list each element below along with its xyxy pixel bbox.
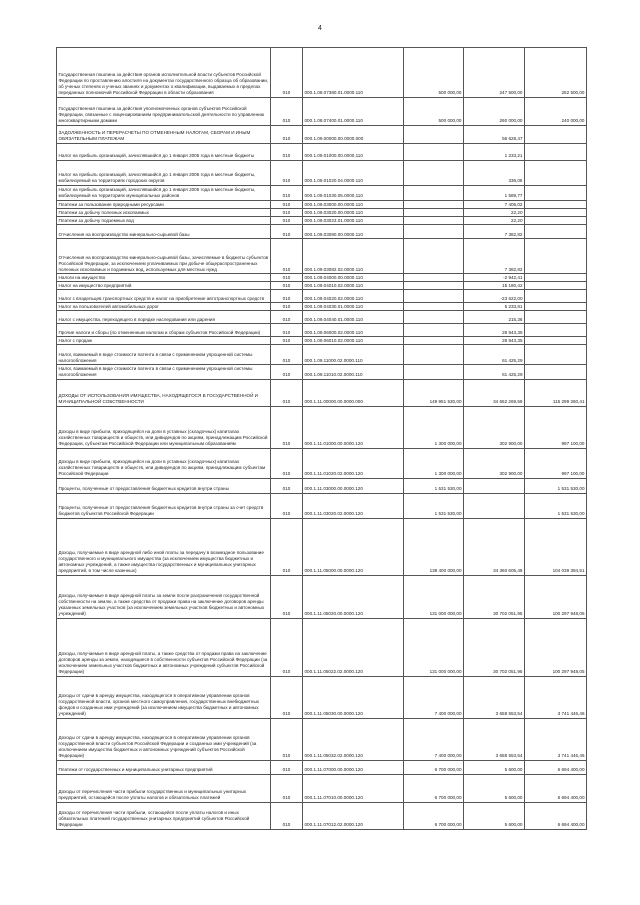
executed-cell: 336,06 [464,161,525,186]
executed-cell: 5 600,00 [464,774,525,802]
budget-code-cell: 000.1.09.03000.00.0000.110 [303,201,404,209]
unexecuted-cell: 252 500,00 [525,48,587,98]
unexecuted-cell [525,345,587,365]
table-row [57,324,587,337]
unexecuted-cell: 6 694 400,00 [525,760,587,774]
line-code-cell: 010 [271,282,303,290]
budget-code-cell: 000.1.09.04010.02.0000.110 [303,282,404,290]
approved-plan-cell: 131 000 000,00 [404,618,464,676]
approved-plan-cell [404,274,464,282]
unexecuted-cell [525,365,587,379]
table-row [57,478,587,493]
line-code-cell: 010 [271,802,303,829]
table-row [57,311,587,324]
budget-code-cell: 000.1.09.03020.00.0000.110 [303,209,404,217]
income-name-cell: ЗАДОЛЖЕННОСТЬ И ПЕРЕРАСЧЕТЫ ПО ОТМЕНЕННЫМ НАЛОГАМ, СБОРАМ И ИНЫМ ОБЯЗАТЕЛЬНЫМ ПЛАТЕЖАМ [57,126,271,144]
budget-code-cell: 000.1.11.03020.02.0000.120 [303,493,404,518]
line-code-cell: 010 [271,144,303,161]
approved-plan-cell: 500 000,00 [404,98,464,126]
table-row [57,575,587,618]
income-name-cell: Доходы от сдачи в аренду имущества, находящегося в оперативном управлении органов государственной власти субъектов Российской Федерации и созданных ими учреждений (за исключением имущества бюджетных и автономных учреждений субъектов Российской Федерации) [57,718,271,760]
line-code-cell: 010 [271,760,303,774]
income-name-cell: Налог с владельцев транспортных средств и налог на приобретение автотранспортных средств [57,290,271,303]
income-name-cell: Прочие налоги и сборы (по отмененным налогам и сборам субъектов Российской Федерации) [57,324,271,337]
income-name-cell: Государственная пошлина за действия органов исполнительной власти субъектов Российской Федерации по проставлению апостиля на документах государственного образца об образовании, об ученых степенях и ученых званиях и документах о квалификации, выдаваемых в пределах переданных полномочий Российской Федерации в области образования [57,48,271,98]
unexecuted-cell: 6 694 400,00 [525,774,587,802]
line-code-cell: 010 [271,324,303,337]
approved-plan-cell [404,217,464,225]
approved-plan-cell: 6 700 000,00 [404,774,464,802]
income-name-cell: ДОХОДЫ ОТ ИСПОЛЬЗОВАНИЯ ИМУЩЕСТВА, НАХОДЯЩЕГОСЯ В ГОСУДАРСТВЕННОЙ И МУНИЦИПАЛЬНОЙ СОБСТВЕННОСТИ [57,379,271,406]
executed-cell: 22,20 [464,217,525,225]
line-code-cell: 010 [271,186,303,201]
approved-plan-cell: 1 300 000,00 [404,448,464,478]
budget-code-cell: 000.1.11.00000.00.0000.000 [303,379,404,406]
income-name-cell: Платежи за пользование природными ресурсами [57,201,271,209]
budget-code-cell: 000.1.08.07400.01.0000.110 [303,98,404,126]
executed-cell: 260 000,00 [464,98,525,126]
approved-plan-cell: 149 951 530,00 [404,379,464,406]
unexecuted-cell: 100 297 948,05 [525,575,587,618]
line-code-cell: 010 [271,217,303,225]
income-name-cell: Доходы от перечисления части прибыли, остающейся после уплаты налогов и иных обязательных платежей государственных унитарных предприятий субъектов Российской Федерации [57,802,271,829]
budget-code-cell: 000.1.09.11010.02.0000.110 [303,365,404,379]
line-code-cell: 010 [271,337,303,345]
executed-cell: 7 382,82 [464,225,525,239]
income-name-cell: Налог на имущество предприятий [57,282,271,290]
budget-code-cell: 000.1.09.06010.02.0000.110 [303,337,404,345]
unexecuted-cell: 997 100,00 [525,448,587,478]
budget-code-cell: 000.1.11.01020.02.0000.120 [303,448,404,478]
budget-code-cell: 000.1.11.07010.00.0000.120 [303,774,404,802]
line-code-cell: 010 [271,225,303,239]
income-name-cell: Налог с имущества, переходящего в порядке наследования или дарения [57,311,271,324]
line-code-cell: 010 [271,774,303,802]
executed-cell: 30 702 051,95 [464,618,525,676]
approved-plan-cell: 500 000,00 [404,48,464,98]
approved-plan-cell: 131 000 000,00 [404,575,464,618]
executed-cell: 247 500,00 [464,48,525,98]
executed-cell: 61 425,29 [464,345,525,365]
table-row [57,239,587,274]
budget-code-cell: 000.1.09.03023.01.0000.110 [303,217,404,225]
unexecuted-cell: 104 039 394,51 [525,518,587,575]
table-row [57,186,587,201]
line-code-cell: 010 [271,239,303,274]
executed-cell: 215,36 [464,311,525,324]
approved-plan-cell [404,311,464,324]
approved-plan-cell [404,126,464,144]
income-name-cell: Налоги на имущество [57,274,271,282]
approved-plan-cell: 1 531 530,00 [404,478,464,493]
report-table-body [57,48,587,830]
approved-plan-cell [404,290,464,303]
unexecuted-cell: 240 000,00 [525,98,587,126]
budget-code-cell: 000.1.09.11000.02.0000.110 [303,345,404,365]
executed-cell: 5 600,00 [464,760,525,774]
table-row [57,48,587,98]
income-name-cell: Платежи за добычу подземных вод [57,217,271,225]
budget-code-cell: 000.1.11.05000.00.0000.120 [303,518,404,575]
unexecuted-cell: 1 531 530,00 [525,493,587,518]
income-name-cell: Платежи от государственных и муниципальных унитарных предприятий [57,760,271,774]
table-row [57,161,587,186]
approved-plan-cell: 7 400 000,00 [404,676,464,718]
table-row [57,406,587,448]
approved-plan-cell [404,345,464,365]
budget-code-cell: 000.1.11.05020.00.0000.120 [303,575,404,618]
table-row [57,345,587,365]
unexecuted-cell [525,225,587,239]
budget-code-cell: 000.1.11.05032.02.0000.120 [303,718,404,760]
executed-cell: 28 843,35 [464,337,525,345]
budget-code-cell: 000.1.11.07000.00.0000.120 [303,760,404,774]
table-row [57,126,587,144]
income-name-cell: Проценты, полученные от предоставления бюджетных кредитов внутри страны [57,478,271,493]
line-code-cell: 010 [271,290,303,303]
executed-cell: 61 425,29 [464,365,525,379]
unexecuted-cell [525,274,587,282]
income-name-cell: Налог с продаж [57,337,271,345]
budget-code-cell: 000.1.11.07012.02.0000.120 [303,802,404,829]
unexecuted-cell: 1 531 530,00 [525,478,587,493]
approved-plan-cell [404,201,464,209]
unexecuted-cell [525,239,587,274]
income-name-cell: Платежи за добычу полезных ископаемых [57,209,271,217]
unexecuted-cell: 6 694 400,00 [525,802,587,829]
executed-cell: 7 405,02 [464,201,525,209]
income-name-cell: Налог на пользователей автомобильных дорог [57,303,271,311]
unexecuted-cell [525,324,587,337]
approved-plan-cell [404,144,464,161]
approved-plan-cell: 1 531 530,00 [404,493,464,518]
budget-code-cell: 000.1.09.04030.01.0000.110 [303,303,404,311]
executed-cell: 1 589,77 [464,186,525,201]
line-code-cell: 010 [271,201,303,209]
executed-cell: 34 652 269,59 [464,379,525,406]
approved-plan-cell [404,365,464,379]
line-code-cell: 010 [271,365,303,379]
executed-cell: -23 622,00 [464,290,525,303]
line-code-cell: 010 [271,98,303,126]
unexecuted-cell [525,290,587,303]
unexecuted-cell [525,217,587,225]
table-row [57,225,587,239]
page-number: 4 [318,25,322,32]
approved-plan-cell: 6 700 000,00 [404,802,464,829]
budget-code-cell: 000.1.11.01000.00.0000.120 [303,406,404,448]
budget-code-cell: 000.1.09.06000.02.0000.110 [303,324,404,337]
executed-cell: 30 702 051,95 [464,575,525,618]
table-row [57,448,587,478]
line-code-cell: 010 [271,311,303,324]
income-report-table [56,47,587,830]
table-row [57,618,587,676]
income-name-cell: Отчисления на воспроизводство минерально-сырьевой базы, зачисляемые в бюджеты субъектов Российской Федерации, за исключением уплачиваемых при добыче общераспространенных полезных ископаемых и подземных вод, используемых для местных нужд [57,239,271,274]
budget-code-cell: 000.1.11.05030.00.0000.120 [303,676,404,718]
income-name-cell: Государственная пошлина за действия уполномоченных органов субъектов Российской Федерации, связанные с лицензированием предпринимательской деятельности по управлению многоквартирными домами [57,98,271,126]
table-row [57,518,587,575]
budget-code-cell: 000.1.11.05022.02.0000.120 [303,618,404,676]
unexecuted-cell [525,144,587,161]
table-row [57,774,587,802]
budget-code-cell: 000.1.11.03000.00.0000.120 [303,478,404,493]
line-code-cell: 010 [271,518,303,575]
unexecuted-cell [525,303,587,311]
table-row [57,209,587,217]
approved-plan-cell [404,209,464,217]
unexecuted-cell [525,126,587,144]
table-row [57,144,587,161]
executed-cell [464,478,525,493]
line-code-cell: 010 [271,209,303,217]
line-code-cell: 010 [271,379,303,406]
unexecuted-cell [525,282,587,290]
line-code-cell: 010 [271,478,303,493]
line-code-cell: 010 [271,493,303,518]
executed-cell: 5 600,00 [464,802,525,829]
executed-cell: 5 233,81 [464,303,525,311]
executed-cell [464,493,525,518]
line-code-cell: 010 [271,575,303,618]
approved-plan-cell [404,239,464,274]
approved-plan-cell [404,225,464,239]
unexecuted-cell [525,209,587,217]
executed-cell: 28 843,35 [464,324,525,337]
line-code-cell: 010 [271,718,303,760]
income-name-cell: Проценты, полученные от предоставления бюджетных кредитов внутри страны за счет средств бюджетов субъектов Российской Федерации [57,493,271,518]
approved-plan-cell [404,324,464,337]
income-name-cell: Доходы в виде прибыли, приходящейся на доли в уставных (складочных) капиталах хозяйственных товариществ и обществ, или дивидендов по акциям, принадлежащим Российской Федерации, субъектам Российской Федерации или муниципальным образованиям [57,406,271,448]
line-code-cell: 010 [271,448,303,478]
income-name-cell: Доходы в виде прибыли, приходящейся на доли в уставных (складочных) капиталах хозяйственных товариществ и обществ, или дивидендов по акциям, принадлежащим субъектам Российской Федерации [57,448,271,478]
table-row [57,290,587,303]
unexecuted-cell: 100 297 948,05 [525,618,587,676]
table-row [57,217,587,225]
income-name-cell: Отчисления на воспроизводство минерально-сырьевой базы [57,225,271,239]
table-row [57,282,587,290]
unexecuted-cell: 3 741 446,46 [525,676,587,718]
budget-code-cell: 000.1.09.03080.00.0000.110 [303,225,404,239]
budget-code-cell: 000.1.09.01020.04.0000.110 [303,161,404,186]
unexecuted-cell: 115 299 260,41 [525,379,587,406]
table-row [57,676,587,718]
table-row [57,337,587,345]
line-code-cell: 010 [271,303,303,311]
income-name-cell: Налог, взимаемый в виде стоимости патента в связи с применением упрощенной системы налогообложения [57,345,271,365]
approved-plan-cell: 7 400 000,00 [404,718,464,760]
unexecuted-cell: 3 741 446,46 [525,718,587,760]
table-row [57,379,587,406]
table-row [57,760,587,774]
approved-plan-cell: 1 300 000,00 [404,406,464,448]
unexecuted-cell [525,201,587,209]
executed-cell: 7 382,82 [464,239,525,274]
executed-cell: 15 180,42 [464,282,525,290]
approved-plan-cell: 138 400 000,00 [404,518,464,575]
line-code-cell: 010 [271,48,303,98]
line-code-cell: 010 [271,161,303,186]
approved-plan-cell [404,337,464,345]
income-name-cell: Доходы, получаемые в виде арендной платы, а также средства от продажи права на заключение договоров аренды за земли, находящиеся в собственности субъектов Российской Федерации (за исключением земельных участков бюджетных и автономных учреждений субъектов Российской Федерации) [57,618,271,676]
approved-plan-cell [404,161,464,186]
budget-code-cell: 000.1.09.04020.02.0000.110 [303,290,404,303]
budget-code-cell: 000.1.09.04040.01.0000.110 [303,311,404,324]
executed-cell: 3 658 553,54 [464,676,525,718]
table-row [57,802,587,829]
table-row [57,274,587,282]
executed-cell: 34 360 605,49 [464,518,525,575]
budget-code-cell: 000.1.09.01000.00.0000.110 [303,144,404,161]
income-name-cell: Налог на прибыль организаций, зачислявшийся до 1 января 2005 года в местные бюджеты [57,144,271,161]
executed-cell: 56 628,47 [464,126,525,144]
line-code-cell: 010 [271,618,303,676]
budget-code-cell: 000.1.09.04000.00.0000.110 [303,274,404,282]
approved-plan-cell [404,303,464,311]
budget-code-cell: 000.1.08.07380.01.0000.110 [303,48,404,98]
executed-cell: -2 942,41 [464,274,525,282]
table-row [57,718,587,760]
unexecuted-cell [525,311,587,324]
executed-cell: 22,20 [464,209,525,217]
table-row [57,201,587,209]
line-code-cell: 010 [271,126,303,144]
executed-cell: 302 900,00 [464,448,525,478]
unexecuted-cell [525,186,587,201]
income-name-cell: Доходы, получаемые в виде арендной либо иной платы за передачу в возмездное пользование государственного и муниципального имущества (за исключением имущества бюджетных и автономных учреждений, а также имущества государственных и муниципальных унитарных предприятий, в том числе казенных) [57,518,271,575]
table-row [57,303,587,311]
budget-code-cell: 000.1.09.03082.02.0000.110 [303,239,404,274]
income-name-cell: Доходы от перечисления части прибыли государственных и муниципальных унитарных предприятий, остающейся после уплаты налогов и обязательных платежей [57,774,271,802]
unexecuted-cell [525,337,587,345]
line-code-cell: 010 [271,406,303,448]
budget-code-cell: 000.1.09.01030.05.0000.110 [303,186,404,201]
table-row [57,493,587,518]
executed-cell: 302 900,00 [464,406,525,448]
line-code-cell: 010 [271,274,303,282]
approved-plan-cell: 6 700 000,00 [404,760,464,774]
line-code-cell: 010 [271,345,303,365]
approved-plan-cell [404,282,464,290]
unexecuted-cell: 997 100,00 [525,406,587,448]
unexecuted-cell [525,161,587,186]
executed-cell: 1 233,21 [464,144,525,161]
income-name-cell: Налог, взимаемый в виде стоимости патента в связи с применением упрощенной системы налогообложения [57,365,271,379]
table-row [57,365,587,379]
approved-plan-cell [404,186,464,201]
line-code-cell: 010 [271,676,303,718]
income-name-cell: Налог на прибыль организаций, зачислявшийся до 1 января 2005 года в местные бюджеты, мобилизуемый на территориях городских округов [57,161,271,186]
executed-cell: 3 658 553,54 [464,718,525,760]
income-name-cell: Доходы, получаемые в виде арендной платы за земли после разграничения государственной собственности на землю, а также средства от продажи права на заключение договоров аренды указанных земельных участков (за исключением земельных участков бюджетных и автономных учреждений) [57,575,271,618]
budget-code-cell: 000.1.09.00000.00.0000.000 [303,126,404,144]
income-name-cell: Налог на прибыль организаций, зачислявшийся до 1 января 2005 года в местные бюджеты, мобилизуемый на территориях муниципальных районов [57,186,271,201]
table-row [57,98,587,126]
income-name-cell: Доходы от сдачи в аренду имущества, находящегося в оперативном управлении органов государственной власти, органов местного самоуправления, государственных внебюджетных фондов и созданных ими учреждений (за исключением имущества бюджетных и автономных учреждений) [57,676,271,718]
